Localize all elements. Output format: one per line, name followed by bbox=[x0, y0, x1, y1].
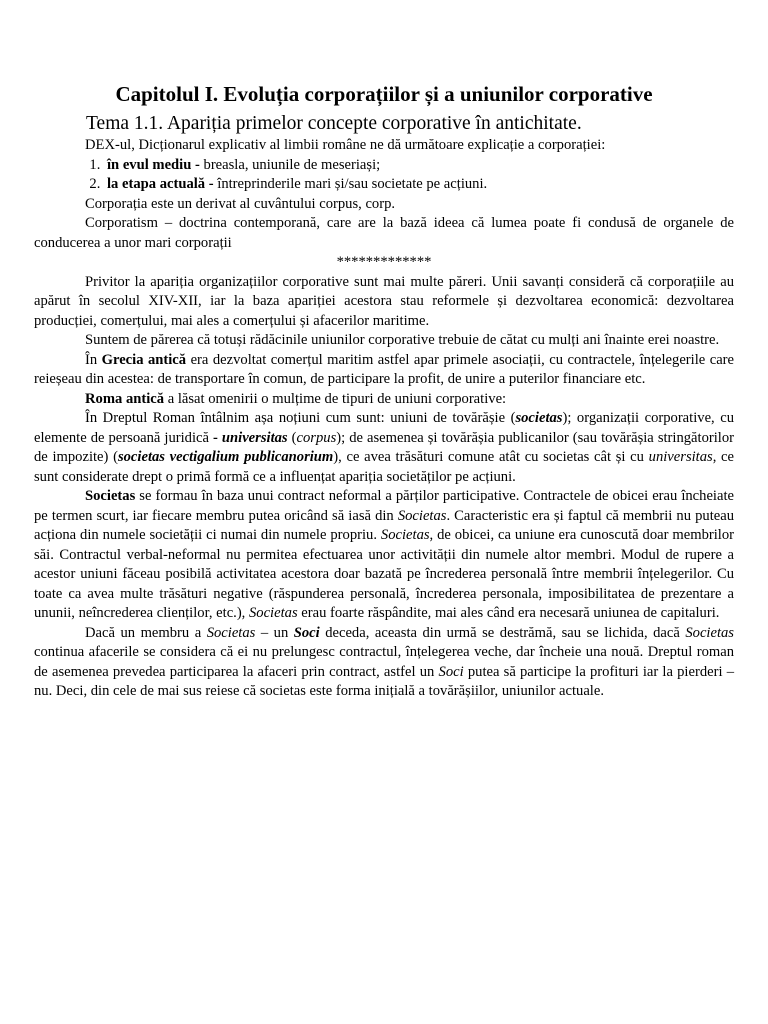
paragraph-societas: Societas se formau în baza unui contract neformal a părților participative. Contractele de obicei erau încheiate pe termen scurt, iar fiecare membru putea oricând să iasă din Societas. Caracteristic era și faptul că membrii nu puteau acționa din numele societății ci numai din numele propriu. Societas, de obicei, ca uniune era cunoscută doar membrilor săi. Contractul verbal-neformal nu permitea efectuarea unor activității din numele altor membri. Modul de rupere a acestor uniuni făceau posibilă activitatea acestora doar bazată pe încrederea personală între membrii înțelegerilor. Cu toate ca avea multe trăsături negative (răspunderea personală, încrederea personala, imposibilitatea de prezentare a ununii, neîncrederea clienților, etc.), Societas erau foarte răspândite, mai ales când era necesară uniunea de capitaluri. bbox=[34, 488, 734, 621]
paragraph-drept-roman: În Dreptul Roman întâlnim așa noțiuni cum sunt: uniuni de tovărășie (societas); organizații corporative, cu elemente de persoană juridică - universitas (corpus); de asemenea și tovărășia publicanilor (sau tovărășia stringătorilor de impozite) (societas vectigalium publicanorium), ce avea trăsături comune atât cu societas cât și cu universitas, ce sunt considerate drept o primă formă ce a influențat apariția societăților pe acțiuni. bbox=[34, 410, 735, 485]
section-heading: Tema 1.1. Apariția primelor concepte corporative în antichitate. bbox=[86, 113, 582, 134]
paragraph-daca: Dacă un membru a Societas – un Soci deceda, aceasta din urmă se destrămă, sau se lichida, dacă Societas continua afacerile se considera că ei nu prelungesc contractul, înțelegerea veche, dar încheie una nouă. Dreptul roman de asemenea prevedea participarea la afaceri prin contract, astfel un Soci putea să participe la profituri iar la pierderi – nu. Deci, din cele de mai sus reiese că societas este forma inițială a tovărășiilor, uniunilor actuale. bbox=[34, 624, 734, 699]
paragraph-suntem: Suntem de părerea că totuși rădăcinile uniunilor corporative trebuie de cătat cu mulți ani înainte erei noastre. bbox=[85, 332, 720, 348]
definition-item: 1. în evul mediu - breasla, uniunile de meseriași; bbox=[104, 156, 734, 176]
grecia-term: Grecia antică bbox=[101, 351, 187, 368]
separator: ************* bbox=[336, 254, 432, 270]
paragraph-privitor: Privitor la apariția organizațiilor corporative sunt mai multe păreri. Unii savanți consideră că corporațiile au apărut în secolul XIV-XII, iar la baza apariției acestora stau reformele și dezvoltarea economică: dezvoltarea producției, comerțului, mai ales a comerțului și afacerilor maritime. bbox=[34, 273, 734, 329]
corporatism-paragraph: Corporatism – doctrina contemporană, care are la bază ideea că lumea poate fi condusă de organele de conducerea a unor mari corporații bbox=[34, 215, 734, 251]
document-page bbox=[34, 80, 734, 702]
vectigalium-term: societas vectigalium publicanorium bbox=[117, 449, 334, 465]
soci-term: Soci bbox=[293, 624, 320, 641]
definition-item: 2. la etapa actuală - întreprinderile mari și/sau societate pe acțiuni. bbox=[104, 175, 734, 195]
definition-text: întreprinderile mari și/sau societate pe acțiuni. bbox=[217, 176, 488, 192]
corpus-term: corpus bbox=[296, 429, 337, 446]
universitas-term: universitas bbox=[221, 429, 288, 446]
roma-term: Roma antică bbox=[85, 390, 165, 407]
societas-term: societas bbox=[515, 410, 563, 426]
societas-heading-term: Societas bbox=[85, 488, 136, 504]
paragraph-grecia: În Grecia antică era dezvoltat comerțul maritim astfel apar primele asociații, cu contractele, înțelegerile care reieșeau din acestea: de transportare în comun, de participare la profit, de unire a puterilor financiare etc. bbox=[34, 351, 735, 387]
corpus-line: Corporația este un derivat al cuvântului corpus, corp. bbox=[85, 195, 396, 212]
definition-term: în evul mediu bbox=[107, 156, 192, 173]
definitions-list bbox=[34, 156, 734, 195]
dex-intro: DEX-ul, Dicționarul explicativ al limbii române ne dă următoare explicație a corporației: bbox=[85, 137, 606, 153]
definition-text: breasla, uniunile de meseriași; bbox=[203, 156, 381, 173]
definition-term: la etapa actuală bbox=[107, 176, 206, 192]
chapter-title: Capitolul I. Evoluția corporațiilor și a uniunilor corporative bbox=[115, 82, 653, 106]
paragraph-roma: Roma antică a lăsat omenirii o mulțime de tipuri de uniuni corporative: bbox=[85, 390, 507, 407]
